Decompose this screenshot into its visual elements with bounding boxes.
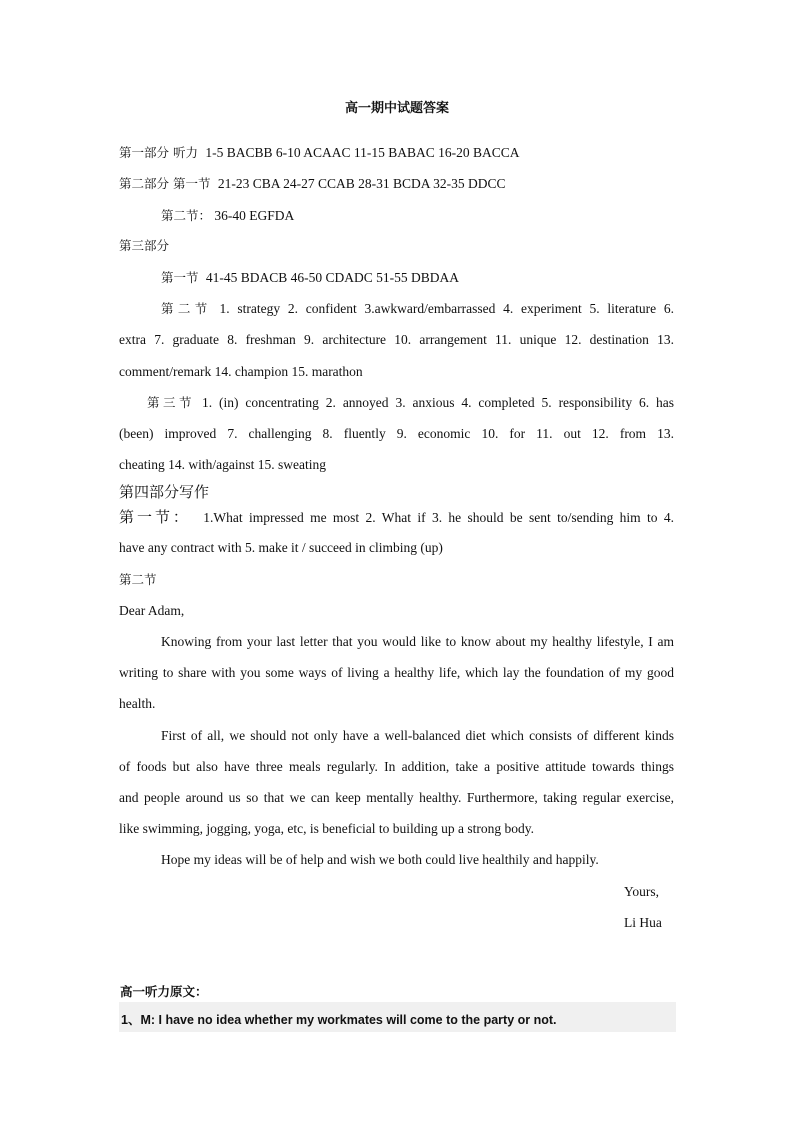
part2-sec2-label: 第二节： (161, 208, 212, 223)
letter-p2-line-3: and people around us so that we can keep mentally healthy. Furthermore, taking regular exercise, (119, 790, 674, 805)
part3-sec1-label: 第一节 (161, 270, 199, 285)
part3-sec2-label: 第二节 (161, 301, 212, 316)
part3-sec3-label: 第三节 (147, 395, 196, 410)
part3-sec2-text-1: 1. strategy 2. confident 3.awkward/embarrassed 4. experiment 5. literature 6. (219, 301, 674, 316)
part4-sec1-text-1: 1.What impressed me most 2. What if 3. he should be sent to/sending him to 4. (203, 510, 674, 525)
listening-line-1-bar (119, 1002, 676, 1032)
part3-label: 第三部分 (119, 238, 170, 253)
letter-p1-line-2: writing to share with you some ways of living a healthy life, which lay the foundation of my good (119, 665, 674, 680)
letter-p2-line-2: of foods but also have three meals regularly. In addition, take a positive attitude towards things (119, 759, 674, 774)
part2-label: 第二部分 第一节 (119, 176, 211, 191)
part3-sec3-line-3: cheating 14. with/against 15. sweating (119, 457, 326, 472)
letter-signature: Li Hua (624, 915, 662, 930)
part2-answers: 21-23 CBA 24-27 CCAB 28-31 BCDA 32-35 DDCC (217, 176, 506, 191)
part3-sec1-answers: 41-45 BDACB 46-50 CDADC 51-55 DBDAA (205, 270, 460, 285)
part3-sec2-line-3: comment/remark 14. champion 15. marathon (119, 364, 363, 379)
letter-p1-line-3: health. (119, 696, 156, 711)
part3-sec3-line-2: (been) improved 7. challenging 8. fluently 9. economic 10. for 11. out 12. from 13. (119, 426, 674, 441)
letter-p2-line-4: like swimming, jogging, yoga, etc, is beneficial to building up a strong body. (119, 821, 534, 836)
letter-closing: Yours, (624, 884, 660, 899)
part4-sec1-label: 第一节： (119, 508, 191, 526)
document-title: 高一期中试题答案 (344, 101, 449, 116)
part3-sec3-text-1: 1. (in) concentrating 2. annoyed 3. anxious 4. completed 5. responsibility 6. has (202, 395, 674, 410)
part2-line (119, 175, 674, 193)
listening-line-1: 1、M: I have no idea whether my workmates will come to the party or not. (121, 1013, 557, 1027)
part1-label: 第一部分 听力 (119, 145, 198, 160)
letter-salutation: Dear Adam, (119, 603, 185, 618)
part2-sec2-answers: 36-40 EGFDA (214, 208, 295, 223)
listening-title: 高一听力原文： (120, 984, 208, 999)
part3-sec1-line (161, 269, 674, 287)
part1-line (119, 144, 674, 162)
part4-sec1-line-1 (119, 508, 674, 527)
part4-sec2-label: 第二节 (119, 572, 157, 587)
part3-sec2-line-2: extra 7. graduate 8. freshman 9. architecture 10. arrangement 11. unique 12. destination 13. (119, 332, 674, 347)
letter-p3-line-1: Hope my ideas will be of help and wish we both could live healthily and happily. (161, 852, 599, 867)
letter-p1-line-1: Knowing from your last letter that you would like to know about my healthy lifestyle, I am (161, 634, 674, 649)
part2-sec2-line (161, 207, 674, 225)
part1-answers: 1-5 BACBB 6-10 ACAAC 11-15 BABAC 16-20 BACCA (205, 145, 520, 160)
part4-sec1-line-2: have any contract with 5. make it / succeed in climbing (up) (119, 540, 443, 555)
part4-label: 第四部分写作 (119, 483, 210, 501)
part3-sec2-line-1 (161, 300, 674, 318)
part3-sec3-line-1 (147, 394, 674, 412)
letter-p2-line-1: First of all, we should not only have a well-balanced diet which consists of different kinds (161, 728, 674, 743)
